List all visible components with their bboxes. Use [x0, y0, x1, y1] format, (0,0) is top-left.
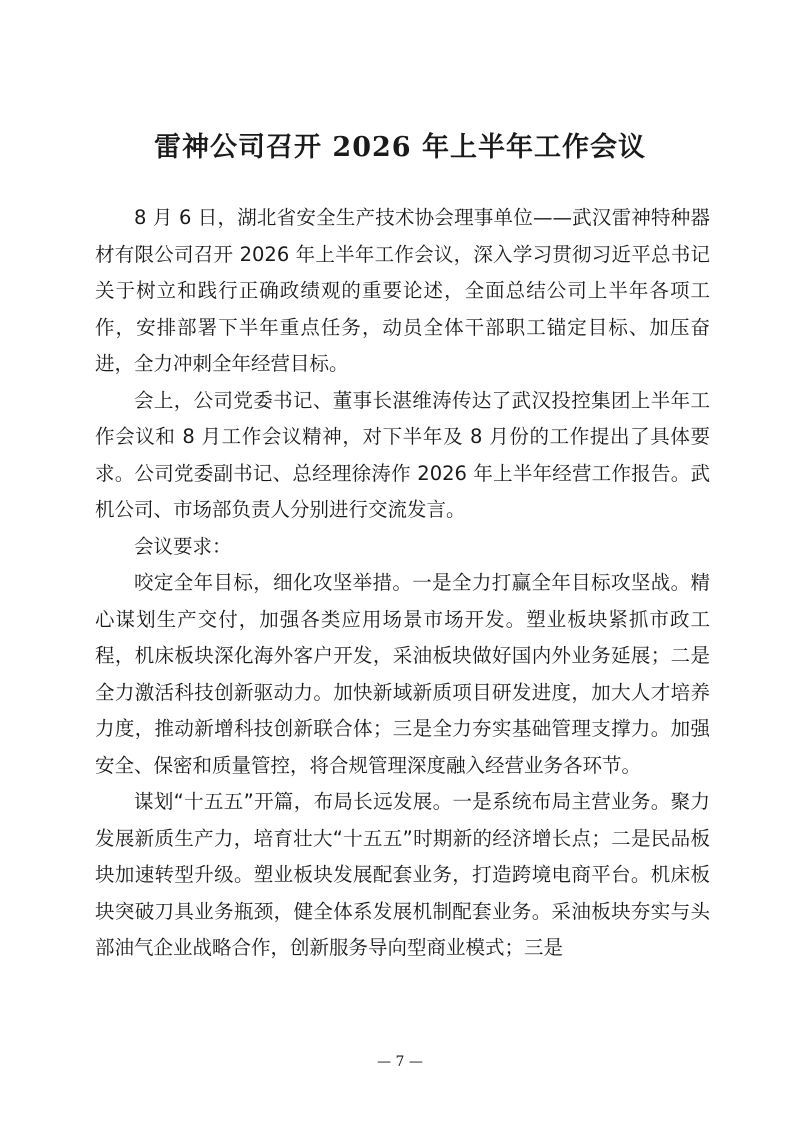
document-body — [95, 200, 710, 967]
paragraph-meeting-speeches: 会上，公司党委书记、董事长湛维涛传达了武汉投控集团上半年工作会议和 8 月工作会议精神，对下半年及 8 月份的工作提出了具体要求。公司党委副书记、总经理徐涛作 2026 年上半年经营工作报告。武机公司、市场部负责人分别进行交流发言。 — [95, 388, 710, 521]
paragraph-meeting-requirements-heading: 会议要求： — [134, 534, 232, 558]
paragraph-annual-targets: 咬定全年目标，细化攻坚举措。一是全力打赢全年目标攻坚战。精心谋划生产交付，加强各类应用场景市场开发。塑业板块紧抓市政工程，机床板块深化海外客户开发，采油板块做好国内外业务延展；二是全力激活科技创新驱动力。加快新域新质项目研发进度，加大人才培养力度，推动新增科技创新联合体；三是全力夯实基础管理支撑力。加强安全、保密和质量管控，将合规管理深度融入经营业务各环节。 — [95, 571, 710, 777]
paragraph-fifteenth-five-year-plan: 谋划“十五五”开篇，布局长远发展。一是系统布局主营业务。聚力发展新质生产力，培育壮大“十五五”时期新的经济增长点；二是民品板块加速转型升级。塑业板块发展配套业务，打造跨境电商平台。机床板块突破刀具业务瓶颈，健全体系发展机制配套业务。采油板块夯实与头部油气企业战略合作，创新服务导向型商业模式；三是 — [95, 790, 710, 959]
document-title: 雷神公司召开 2026 年上半年工作会议 — [154, 132, 646, 163]
page-number: — 7 — — [377, 1054, 423, 1070]
paragraph-meeting-intro: 8 月 6 日，湖北省安全生产技术协会理事单位——武汉雷神特种器材有限公司召开 2026 年上半年工作会议，深入学习贯彻习近平总书记关于树立和践行正确政绩观的重要论述，全面总结公司上半年各项工作，安排部署下半年重点任务，动员全体干部职工锚定目标、加压奋进，全力冲刺全年经营目标。 — [95, 206, 710, 375]
